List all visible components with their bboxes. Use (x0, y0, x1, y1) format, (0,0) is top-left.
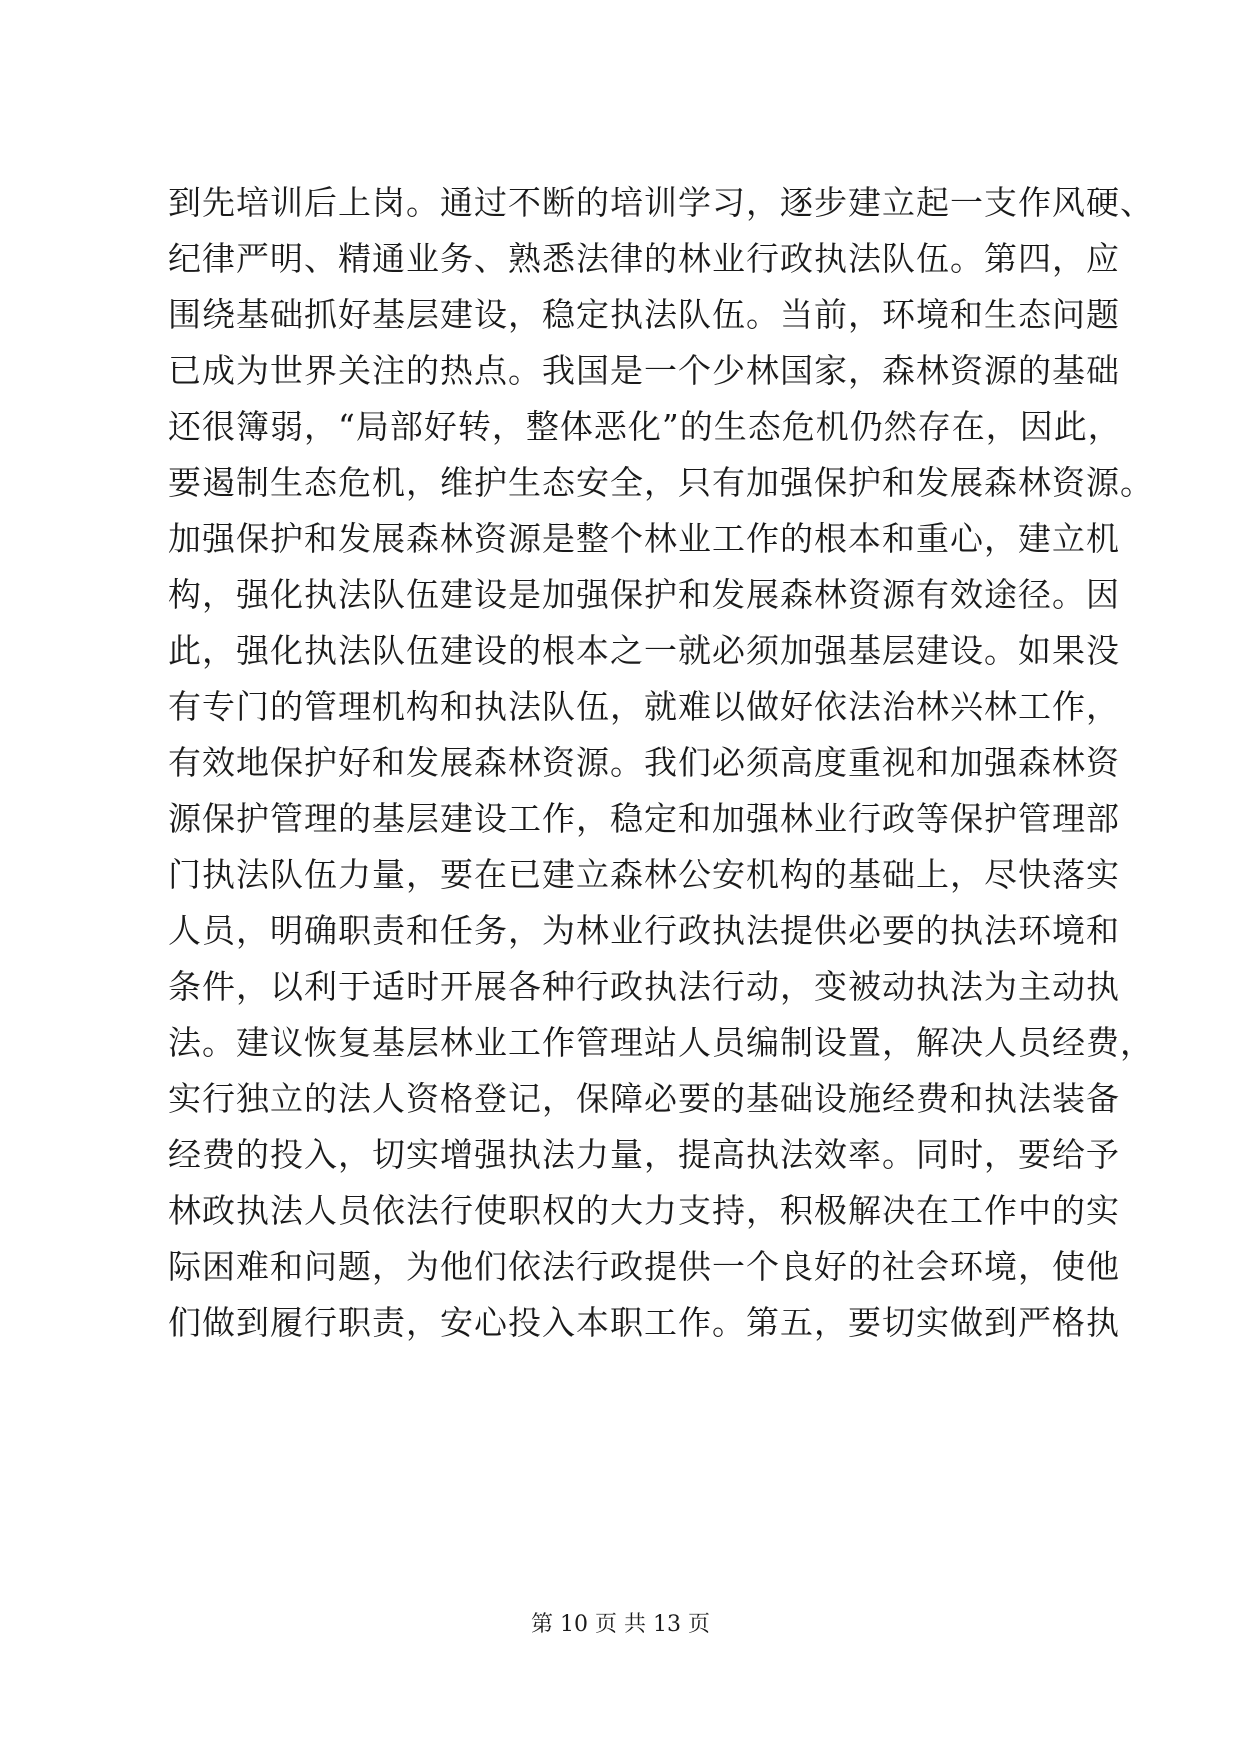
text-line: 还很簿弱，“局部好转，整体恶化”的生态危机仍然存在，因此， (168, 407, 1122, 446)
text-line: 要遏制生态危机，维护生态安全，只有加强保护和发展森林资源。 (168, 463, 1154, 502)
text-line: 源保护管理的基层建设工作，稳定和加强林业行政等保护管理部 (168, 799, 1120, 838)
body-text (168, 175, 1154, 1351)
text-line: 构，强化执法队伍建设是加强保护和发展森林资源有效途径。因 (168, 575, 1120, 614)
text-line: 条件，以利于适时开展各种行政执法行动，变被动执法为主动执 (168, 967, 1120, 1006)
text-line: 门执法队伍力量，要在已建立森林公安机构的基础上，尽快落实 (168, 855, 1120, 894)
text-line: 际困难和问题，为他们依法行政提供一个良好的社会环境，使他 (168, 1247, 1120, 1286)
text-line: 林政执法人员依法行使职权的大力支持，积极解决在工作中的实 (168, 1191, 1120, 1230)
text-line: 法。建议恢复基层林业工作管理站人员编制设置，解决人员经费， (168, 1023, 1154, 1062)
text-line: 已成为世界关注的热点。我国是一个少林国家，森林资源的基础 (168, 351, 1120, 390)
text-line: 此，强化执法队伍建设的根本之一就必须加强基层建设。如果没 (168, 631, 1120, 670)
text-line: 经费的投入，切实增强执法力量，提高执法效率。同时，要给予 (168, 1135, 1120, 1174)
text-line: 有效地保护好和发展森林资源。我们必须高度重视和加强森林资 (168, 743, 1120, 782)
page-number-footer: 第 10 页 共 13 页 (531, 1612, 710, 1637)
text-line: 实行独立的法人资格登记，保障必要的基础设施经费和执法装备 (168, 1079, 1120, 1118)
text-line: 纪律严明、精通业务、熟悉法律的林业行政执法队伍。第四，应 (168, 239, 1120, 278)
text-line: 加强保护和发展森林资源是整个林业工作的根本和重心，建立机 (168, 519, 1120, 558)
text-line: 围绕基础抓好基层建设，稳定执法队伍。当前，环境和生态问题 (168, 295, 1120, 334)
text-line: 到先培训后上岗。通过不断的培训学习，逐步建立起一支作风硬、 (168, 183, 1154, 222)
text-line: 们做到履行职责，安心投入本职工作。第五，要切实做到严格执 (168, 1303, 1120, 1342)
text-line: 人员，明确职责和任务，为林业行政执法提供必要的执法环境和 (168, 911, 1120, 950)
text-line: 有专门的管理机构和执法队伍，就难以做好依法治林兴林工作， (168, 687, 1120, 726)
